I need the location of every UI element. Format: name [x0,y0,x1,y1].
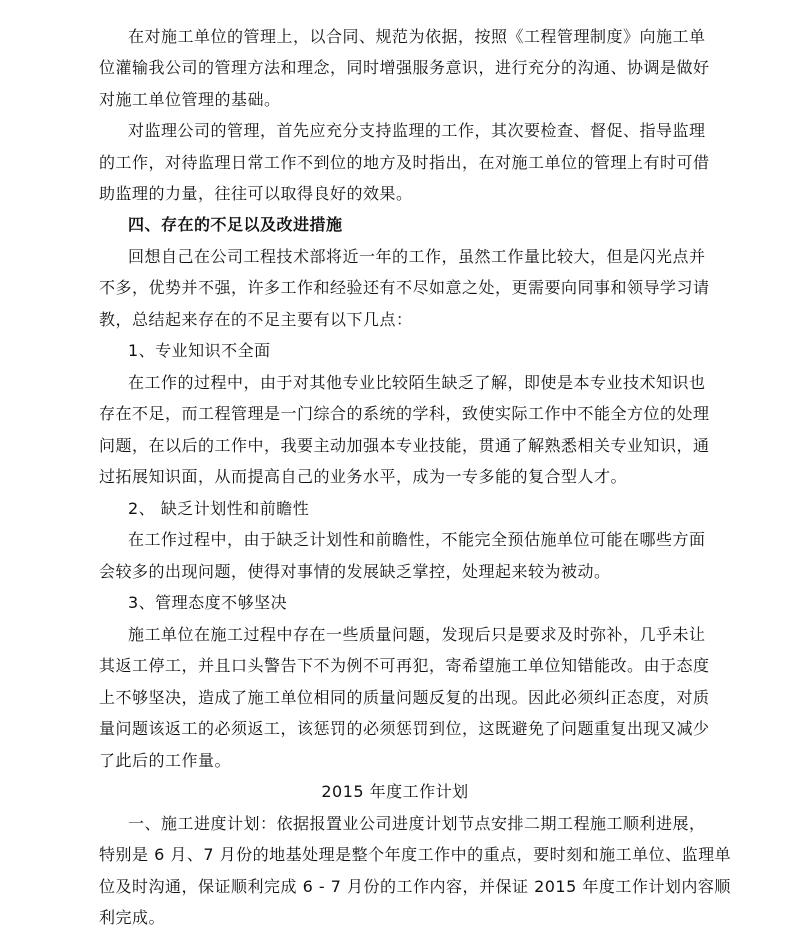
text-line: 在工作的过程中，由于对其他专业比较陌生缺乏了解，即使是本专业技术知识也 [128,373,706,392]
text-line: 位灌输我公司的管理方法和理念，同时增强服务意识，进行充分的沟通、协调是做好 [99,58,710,77]
text-line: 对监理公司的管理，首先应充分支持监理的工作，其次要检查、督促、指导监理 [128,121,706,140]
text-line: 存在不足，而工程管理是一门综合的系统的学科，致使实际工作中不能全方位的处理 [99,404,710,423]
text-line: 问题，在以后的工作中，我要主动加强本专业技能，贯通了解熟悉相关专业知识，通 [99,436,710,455]
text-line: 助监理的力量，往往可以取得良好的效果。 [99,184,413,203]
text-line: 位及时沟通，保证顺利完成 6 - 7 月份的工作内容，并保证 2015 年度工作计划内容顺 [99,877,731,896]
text-line: 教，总结起来存在的不足主要有以下几点： [99,310,413,329]
section-heading: 四、存在的不足以及改进措施 [128,215,343,234]
text-line: 回想自己在公司工程技术部将近一年的工作，虽然工作量比较大，但是闪光点并 [128,247,706,266]
text-line: 不多，优势并不强，许多工作和经验还有不尽如意之处，更需要向同事和领导学习请 [99,278,710,297]
text-line: 上不够坚决，造成了施工单位相同的质量问题反复的出现。因此必须纠正态度，对质 [99,688,710,707]
text-line: 在对施工单位的管理上，以合同、规范为依据，按照《工程管理制度》向施工单 [128,27,706,46]
text-line: 了此后的工作量。 [99,751,232,770]
text-line: 其返工停工，并且口头警告下不为例不可再犯，寄希望施工单位知错能改。由于态度 [99,656,710,675]
text-line: 利完成。 [99,908,166,927]
text-line: 量问题该返工的必须返工，该惩罚的必须惩罚到位，这既避免了问题重复出现又减少 [99,719,710,738]
text-line: 的工作，对待监理日常工作不到位的地方及时指出，在对施工单位的管理上有时可借 [99,153,710,172]
text-line: 特别是 6 月、7 月份的地基处理是整个年度工作中的重点，要时刻和施工单位、监理单 [99,845,732,864]
section-heading: 2015 年度工作计划 [321,782,469,801]
text-line: 施工单位在施工过程中存在一些质量问题，发现后只是要求及时弥补，几乎未让 [128,625,706,644]
text-line: 2、 缺乏计划性和前瞻性 [128,499,310,518]
text-line: 过拓展知识面，从而提高自己的业务水平，成为一专多能的复合型人才。 [99,467,628,486]
text-line: 1、专业知识不全面 [128,341,271,360]
text-line: 对施工单位管理的基础。 [99,90,281,109]
text-line: 3、管理态度不够坚决 [128,593,288,612]
text-line: 会较多的出现问题，使得对事情的发展缺乏掌控，处理起来较为被动。 [99,562,611,581]
text-line: 一、施工进度计划：依据报置业公司进度计划节点安排二期工程施工顺利进展， [128,814,706,833]
text-line: 在工作过程中，由于缺乏计划性和前瞻性，不能完全预估施单位可能在哪些方面 [128,530,706,549]
